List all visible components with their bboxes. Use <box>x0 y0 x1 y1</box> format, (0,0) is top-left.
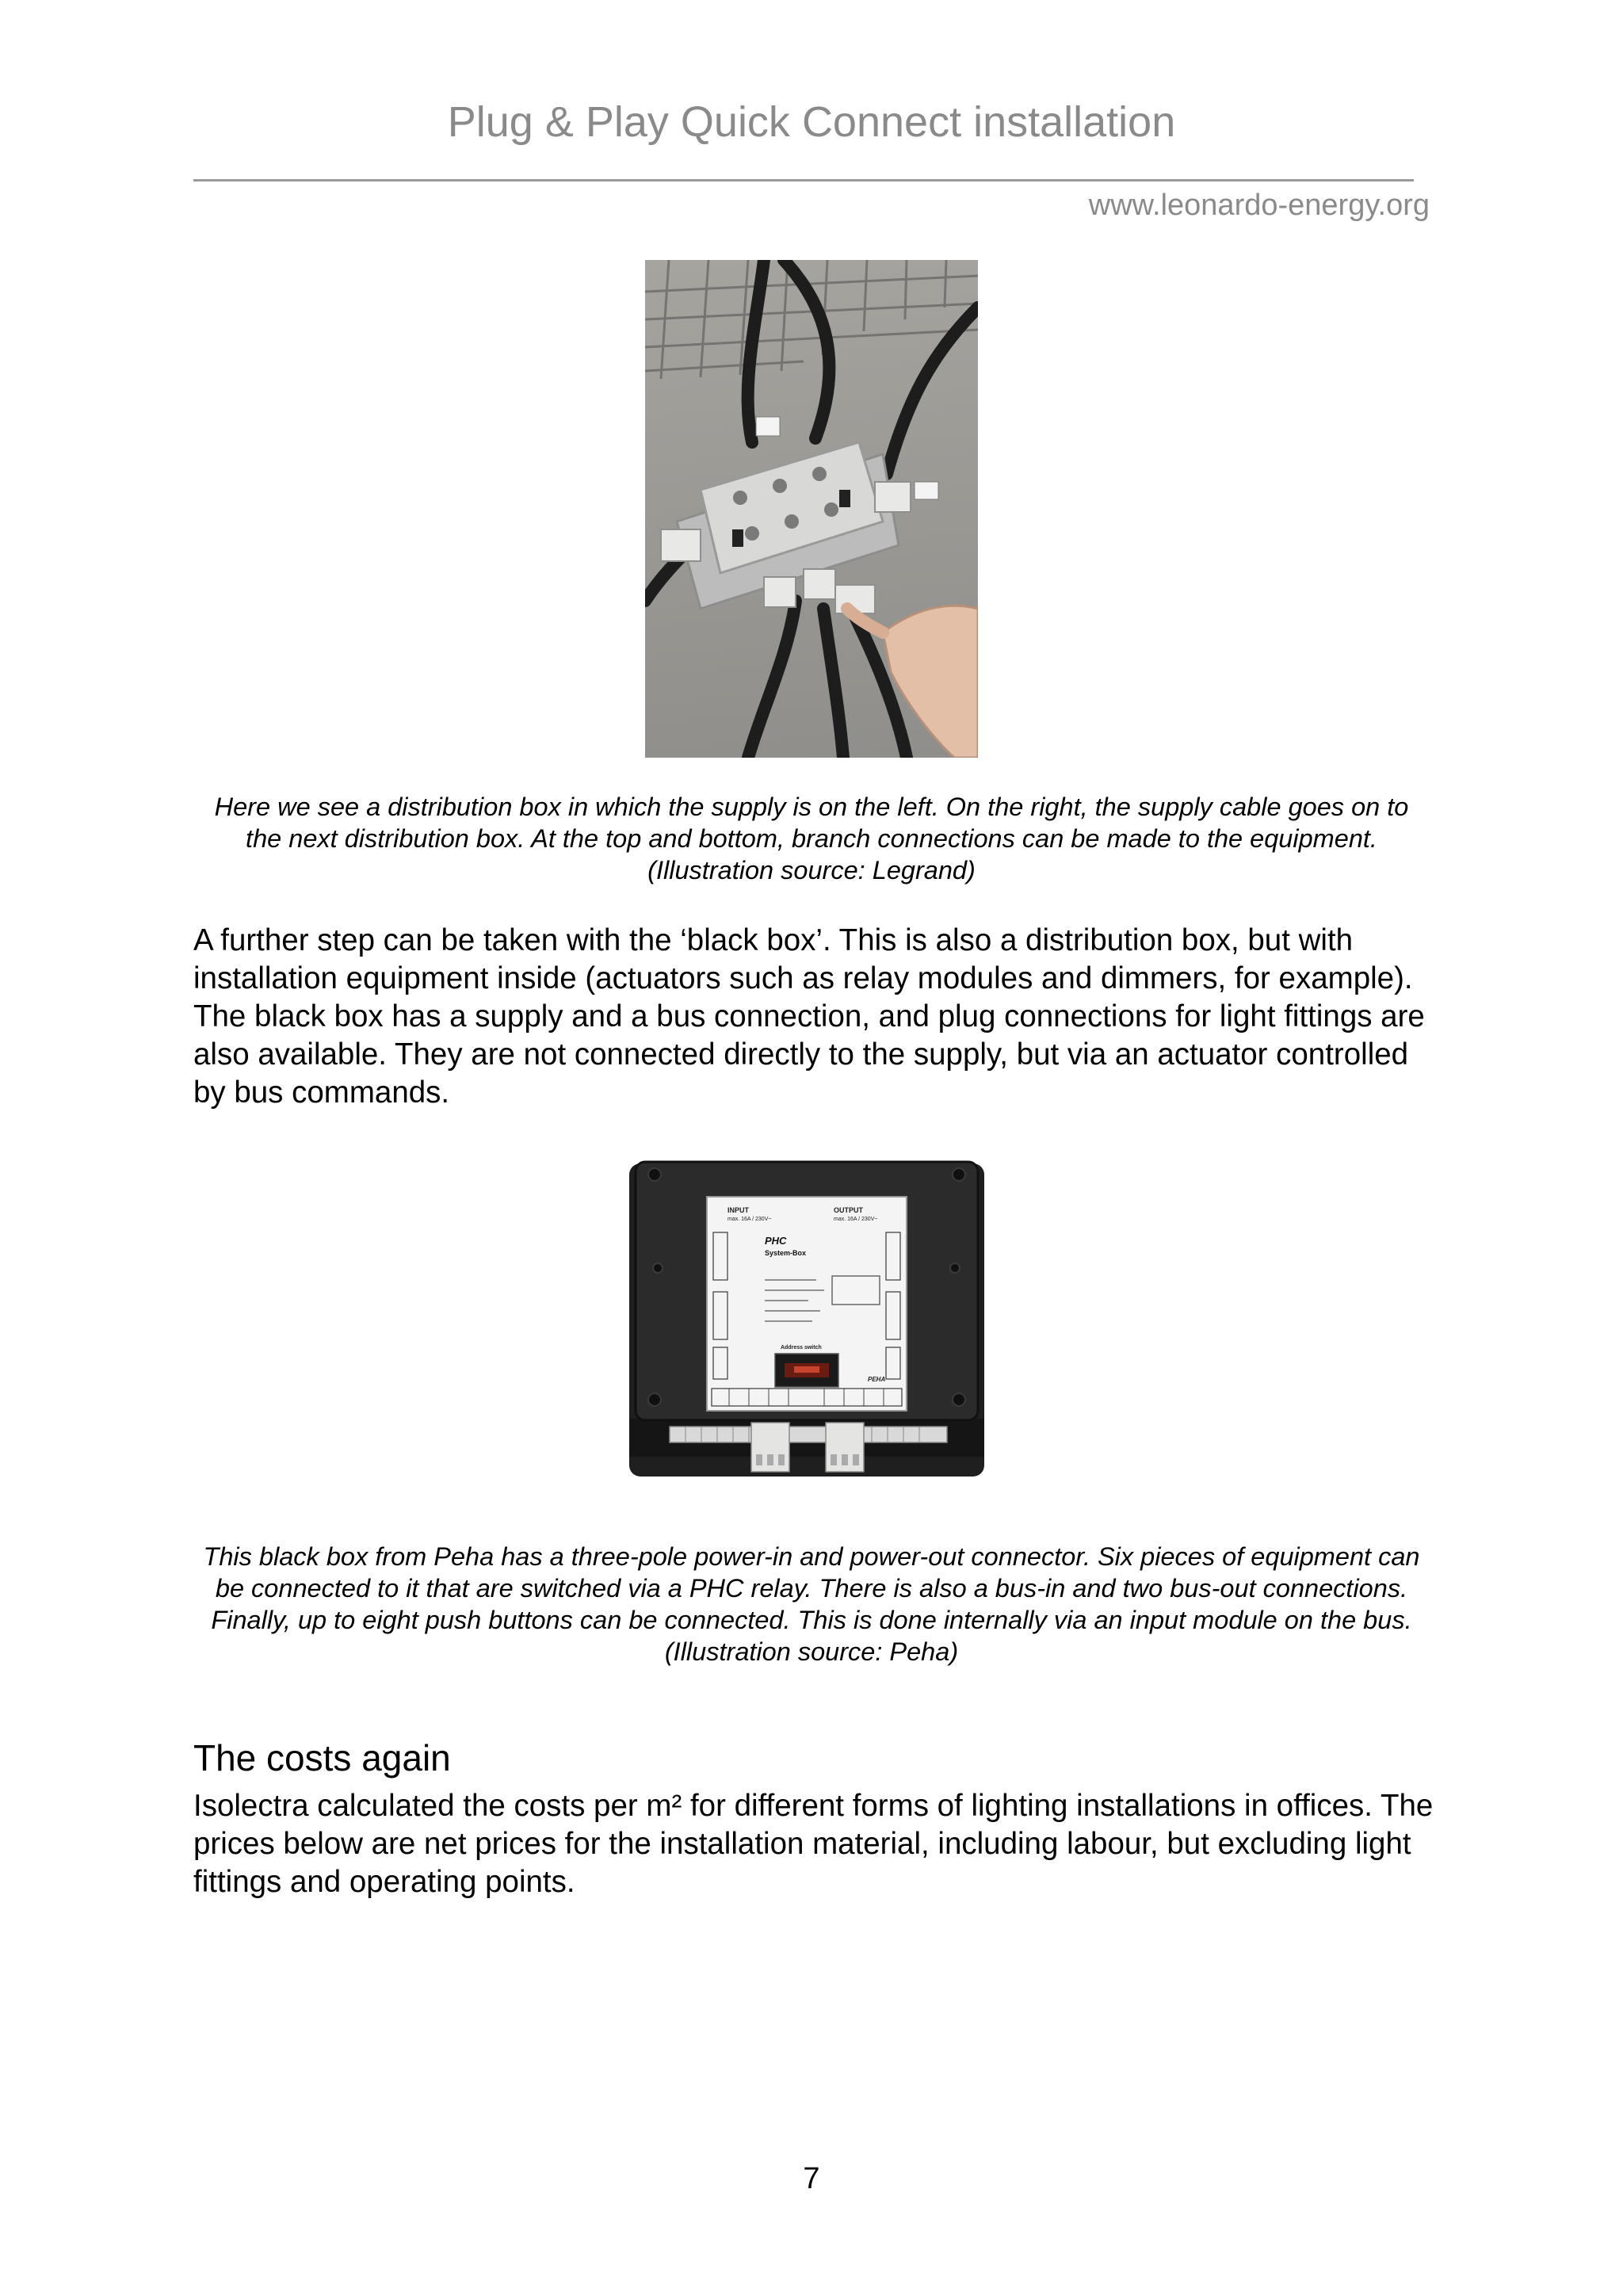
label-address-switch: Address switch <box>781 1345 822 1350</box>
site-url: www.leonardo-energy.org <box>1088 189 1430 222</box>
body-paragraph: A further step can be taken with the ‘black box’. This is also a distribution box, but with installation equipment inside (actuators such as relay modules and dimmers, for example). The black box has a supply and a bus connection, and plug connections for light fittings are also available. They are not connected directly to the supply, but via an actuator controlled by bus commands. <box>193 923 1425 1110</box>
section-heading: The costs again <box>193 1737 451 1778</box>
black-box-photo <box>626 1157 987 1498</box>
label-input: INPUT <box>727 1206 749 1214</box>
distribution-box-illustration <box>645 260 978 758</box>
figure-caption: Here we see a distribution box in which the supply is on the left. On the right, the supply cable goes on to the next distribution box. At the top and bottom, branch connections can be made to the equipment. (Illustration source: Legrand) <box>214 793 1409 884</box>
black-box-illustration <box>626 1157 987 1498</box>
label-output-rating: max. 16A / 230V~ <box>834 1217 878 1222</box>
label-title: System-Box <box>765 1249 807 1257</box>
label-maker: PEHA <box>868 1376 886 1383</box>
body-paragraph: Isolectra calculated the costs per m² for different forms of lighting installations in offices. The prices below are net prices for the installation material, including labour, but excluding light fittings and operating points. <box>193 1789 1434 1899</box>
page-header-title: Plug & Play Quick Connect installation <box>447 98 1176 146</box>
header-divider <box>193 179 1414 181</box>
figure-caption: This black box from Peha has a three-pole power-in and power-out connector. Six pieces of equipment can be connected to it that are switched via a PHC relay. There is also a bus-in and two bus-out connections. Finally, up to eight push buttons can be connected. This is done internally via an input module on the bus. (Illustration source: Peha) <box>203 1542 1420 1666</box>
label-brand: PHC <box>765 1235 787 1247</box>
page-number: 7 <box>803 2162 820 2195</box>
distribution-box-photo <box>645 260 978 758</box>
label-output: OUTPUT <box>834 1206 863 1214</box>
label-input-rating: max. 16A / 230V~ <box>727 1217 772 1222</box>
